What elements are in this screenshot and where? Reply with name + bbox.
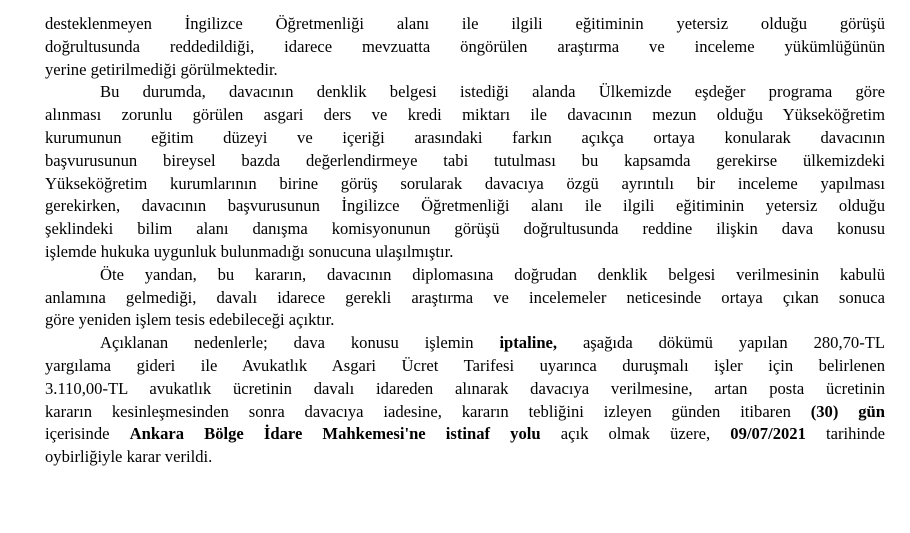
text-segment: içerisinde xyxy=(45,424,130,444)
text-segment: alınması zorunlu görülen asgari ders ve kredi miktarı ile davacının mezun olduğu Yükseköğretim xyxy=(45,105,885,125)
text-segment: Öte yandan, bu kararın, davacının diplomasına doğrudan denklik belgesi verilmesinin kabulü xyxy=(100,264,885,284)
text-segment: göre yeniden işlem tesis edebileceği açıktır. xyxy=(45,310,335,330)
text-line xyxy=(45,241,885,264)
text-segment: başvurusunun bireysel bazda değerlendirmeye tabi tutulması bu kapsamda gerekirse ülkemizdeki xyxy=(45,150,885,170)
text-line xyxy=(45,378,885,401)
text-segment: şeklindeki bilim alanı danışma komisyonunun görüşü doğrultusunda reddine ilişkin dava konusu xyxy=(45,219,885,239)
bold-text: iptaline, xyxy=(499,333,558,353)
text-segment: Bu durumda, davacının denklik belgesi istediği alanda Ülkemizde eşdeğer programa göre xyxy=(100,82,885,102)
text-line xyxy=(45,104,885,127)
text-segment: doğrultusunda reddedildiği, idarece mevzuatta öngörülen araştırma ve inceleme yükümlüğünün xyxy=(45,36,885,56)
text-line xyxy=(45,264,885,287)
document-body xyxy=(45,13,885,469)
text-line xyxy=(45,195,885,218)
text-segment: Yükseköğretim kurumlarının birine görüş sorularak davacıya özgü ayrıntılı bir inceleme yapılması xyxy=(45,173,885,193)
text-segment: anlamına gelmediği, davalı idarece gerekli araştırma ve incelemeler neticesinde ortaya çıkan sonuca xyxy=(45,287,885,307)
text-line xyxy=(45,309,885,332)
text-line xyxy=(45,150,885,173)
text-segment: işlemde hukuka uygunluk bulunmadığı sonucuna ulaşılmıştır. xyxy=(45,241,454,261)
text-segment: gerekirken, davacının başvurusunun İngilizce Öğretmenliği alanı ile ilgili eğitiminin yetersiz olduğu xyxy=(45,196,885,216)
text-segment: kurumunun eğitim düzeyi ve içeriği arasındaki farkın açıkça ortaya konularak davacının xyxy=(45,127,885,147)
text-line xyxy=(45,173,885,196)
text-segment: açık olmak üzere, xyxy=(540,424,731,444)
text-line xyxy=(45,401,885,424)
text-segment: aşağıda dökümü yapılan 280,70-TL xyxy=(557,333,886,353)
text-segment: Açıklanan nedenlerle; dava konusu işlemin xyxy=(100,333,500,353)
text-line xyxy=(45,36,885,59)
paragraph xyxy=(45,81,885,263)
text-line xyxy=(45,287,885,310)
paragraph xyxy=(45,332,885,469)
text-line xyxy=(45,355,885,378)
paragraph xyxy=(45,13,885,81)
text-segment: yerine getirilmediği görülmektedir. xyxy=(45,59,278,79)
text-segment: 3.110,00-TL avukatlık ücretinin davalı idareden alınarak davacıya verilmesine, artan posta ücretinin xyxy=(45,378,885,398)
text-line xyxy=(45,59,885,82)
bold-text: 09/07/2021 xyxy=(730,424,806,444)
text-line xyxy=(45,446,885,469)
bold-text: Ankara Bölge İdare Mahkemesi'ne istinaf yolu xyxy=(129,424,541,444)
text-line xyxy=(45,81,885,104)
text-segment: kararın kesinleşmesinden sonra davacıya iadesine, kararın tebliğini izleyen günden itibaren xyxy=(45,401,811,421)
paragraph xyxy=(45,264,885,332)
bold-text: (30) gün xyxy=(810,401,885,421)
text-line xyxy=(45,13,885,36)
text-line xyxy=(45,332,885,355)
text-segment: desteklenmeyen İngilizce Öğretmenliği alanı ile ilgili eğitiminin yetersiz olduğu görüşü xyxy=(45,14,885,33)
text-segment: oybirliğiyle karar verildi. xyxy=(45,447,213,467)
text-line xyxy=(45,218,885,241)
text-segment: tarihinde xyxy=(805,424,885,444)
text-segment: yargılama gideri ile Avukatlık Asgari Ücret Tarifesi uyarınca duruşmalı işler için belirlenen xyxy=(45,355,885,375)
text-line xyxy=(45,127,885,150)
text-line xyxy=(45,423,885,446)
